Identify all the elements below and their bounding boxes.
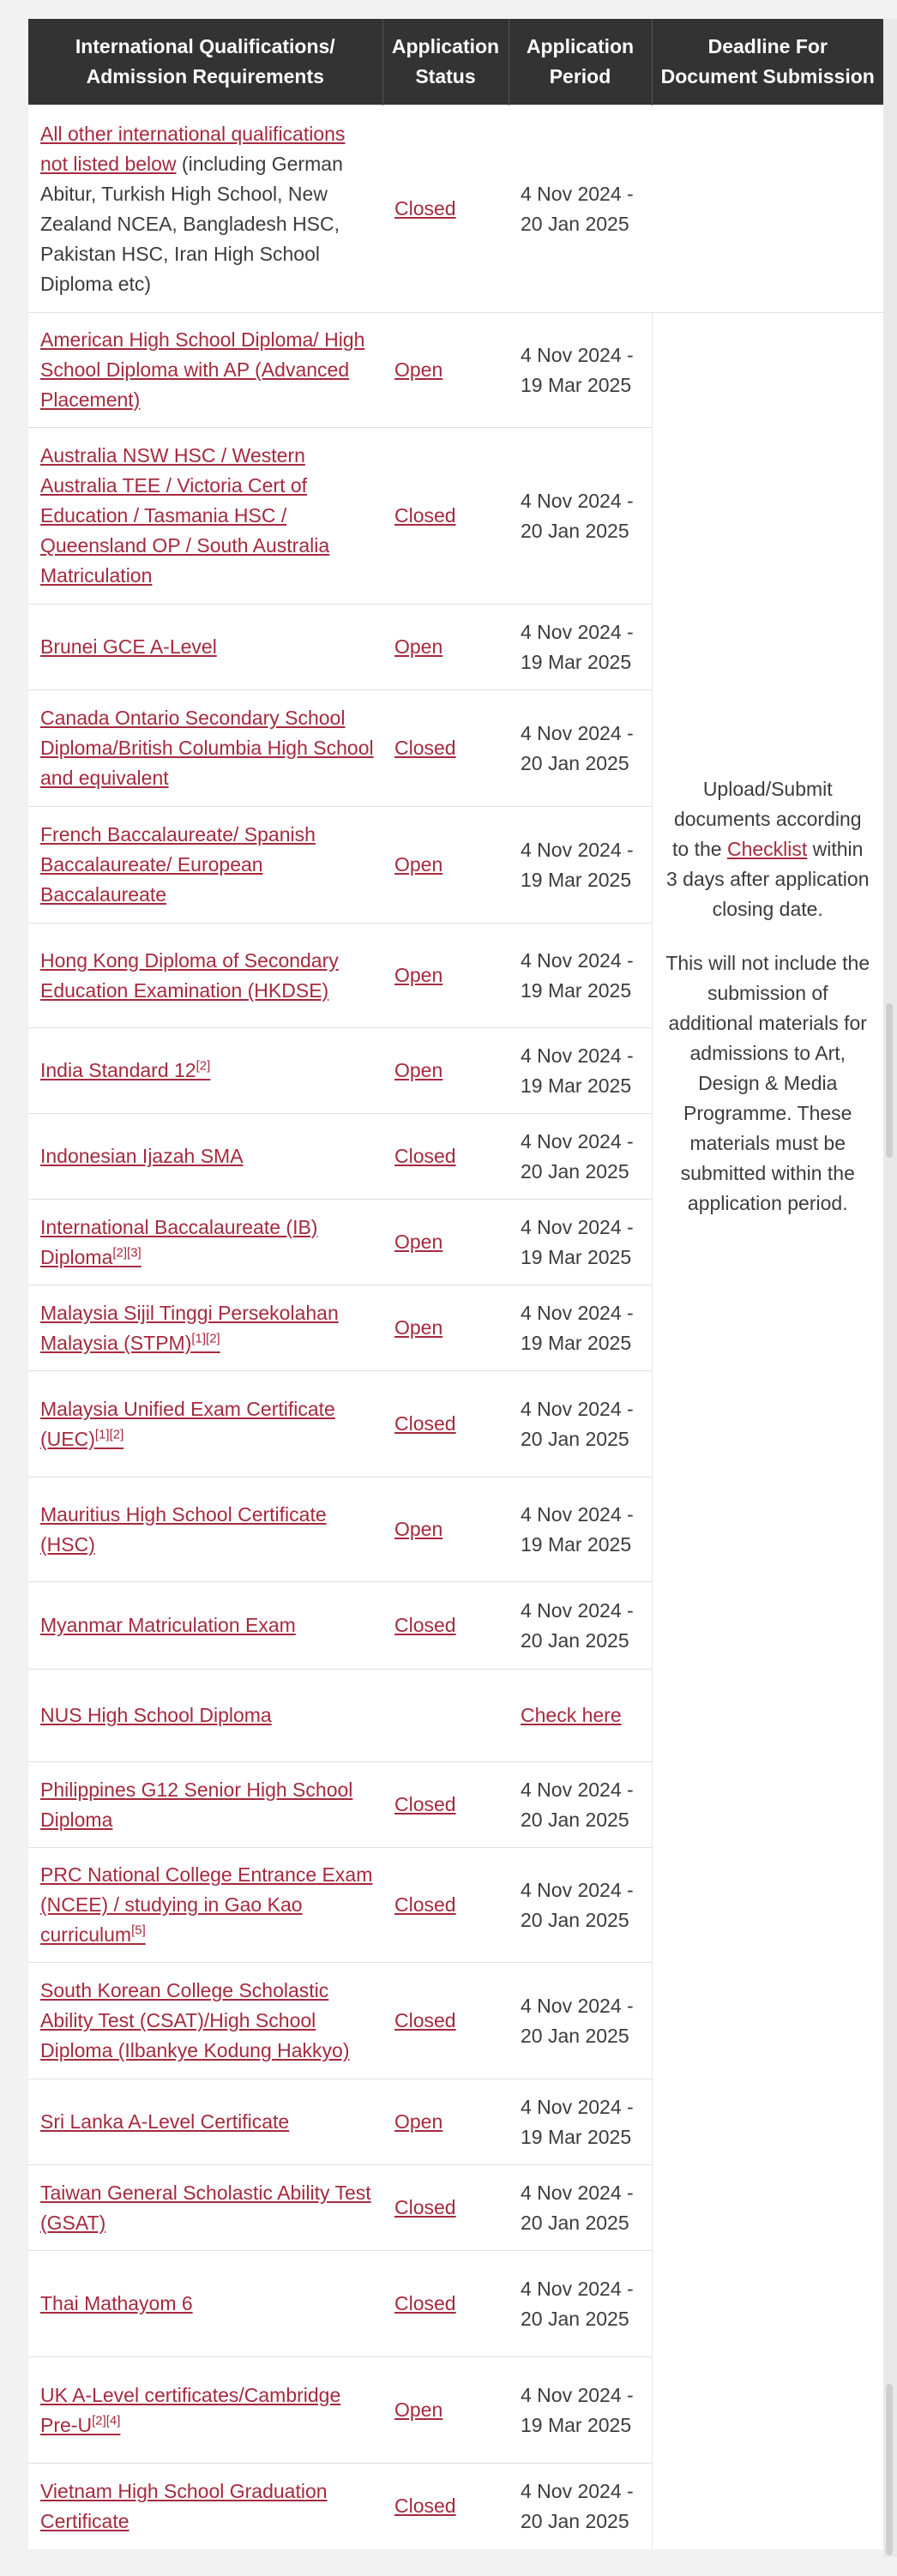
- period-text: 4 Nov 2024 - 20 Jan 2025: [521, 489, 634, 542]
- qualification-link-text[interactable]: Mauritius High School Certificate (HSC): [40, 1502, 327, 1556]
- qualification-cell: [28, 2079, 382, 2165]
- period-cell: [509, 2251, 652, 2357]
- status-link[interactable]: Open: [394, 635, 443, 658]
- qualification-cell: [28, 2357, 382, 2464]
- qualification-link-wrap[interactable]: [40, 635, 217, 658]
- period-cell: [509, 1848, 652, 1963]
- table-row: [28, 313, 883, 428]
- header-status: Application Status: [382, 19, 509, 105]
- qualification-cell: [28, 1670, 382, 1762]
- table-body: [28, 105, 883, 2549]
- status-cell: [382, 1963, 509, 2079]
- period-text: 4 Nov 2024 - 20 Jan 2025: [521, 182, 634, 235]
- status-link[interactable]: Open: [394, 1059, 443, 1081]
- period-text: 4 Nov 2024 - 19 Mar 2025: [521, 620, 634, 673]
- admissions-table: [28, 19, 883, 2549]
- status-cell: [382, 1200, 509, 1285]
- status-link[interactable]: Open: [394, 1231, 443, 1253]
- period-cell: [509, 1285, 652, 1371]
- qualification-cell: [28, 1028, 382, 1114]
- qualification-link-wrap[interactable]: [40, 1216, 317, 1268]
- period-text: 4 Nov 2024 - 20 Jan 2025: [521, 1994, 634, 2047]
- period-cell: [509, 2165, 652, 2251]
- qualification-link-wrap[interactable]: [40, 823, 316, 906]
- deadline-text-before: Upload/Submit documents according to the: [672, 778, 862, 860]
- status-cell: [382, 1114, 509, 1200]
- qualification-cell: [28, 807, 382, 924]
- period-text: 4 Nov 2024 - 20 Jan 2025: [521, 2277, 634, 2330]
- qualification-link-wrap[interactable]: [40, 328, 364, 411]
- status-cell: [382, 605, 509, 690]
- status-link[interactable]: Closed: [394, 1412, 456, 1435]
- status-cell: [382, 428, 509, 605]
- status-link[interactable]: Closed: [394, 2196, 456, 2218]
- period-text: 4 Nov 2024 - 19 Mar 2025: [521, 343, 634, 396]
- period-cell: [509, 807, 652, 924]
- qualification-link-wrap[interactable]: [40, 1614, 296, 1636]
- qualification-cell: [28, 1963, 382, 2079]
- period-text: 4 Nov 2024 - 20 Jan 2025: [521, 1878, 634, 1931]
- status-cell: [382, 1848, 509, 1963]
- footnote-ref[interactable]: [1][2]: [94, 1426, 124, 1441]
- deadline-cell: [652, 313, 883, 2549]
- period-cell: [509, 1114, 652, 1200]
- qualification-cell: [28, 1478, 382, 1582]
- status-link[interactable]: Open: [394, 2398, 443, 2421]
- qualification-link-text[interactable]: UK A-Level certificates/Cambridge Pre-U: [40, 2383, 341, 2436]
- qualification-link-text[interactable]: Canada Ontario Secondary School Diploma/British Columbia High School and equivalent: [40, 707, 374, 789]
- period-cell: [509, 1582, 652, 1670]
- qualification-note: (including German Abitur, Turkish High School, New Zealand NCEA, Bangladesh HSC, Pakistan HSC, Iran High School Diploma etc): [40, 152, 343, 295]
- qualification-link-text[interactable]: Thai Mathayom 6: [40, 2292, 193, 2314]
- status-cell: [382, 924, 509, 1028]
- header-qualification: International Qualifications/ Admission Requirements: [28, 19, 382, 105]
- period-text: 4 Nov 2024 - 20 Jan 2025: [521, 1778, 634, 1831]
- period-cell: [509, 1200, 652, 1285]
- scrollbar-thumb-lower[interactable]: [886, 2384, 893, 2555]
- qualification-cell: [28, 313, 382, 428]
- status-link[interactable]: Closed: [394, 1614, 456, 1636]
- period-cell: [509, 1371, 652, 1478]
- qualification-link-wrap[interactable]: [40, 1704, 272, 1726]
- qualification-link-text[interactable]: Philippines G12 Senior High School Diploma: [40, 1778, 353, 1831]
- period-cell: [509, 924, 652, 1028]
- header-period: Application Period: [509, 19, 652, 105]
- qualification-link-wrap[interactable]: [40, 2292, 193, 2314]
- status-cell: [382, 1371, 509, 1478]
- status-cell: [382, 2357, 509, 2464]
- qualification-cell: [28, 605, 382, 690]
- qualification-link-text[interactable]: Taiwan General Scholastic Ability Test (GSAT): [40, 2181, 371, 2234]
- admissions-table-container: [28, 19, 883, 2549]
- qualification-link-wrap[interactable]: [40, 1979, 350, 2061]
- qualification-link-text[interactable]: American High School Diploma/ High School Diploma with AP (Advanced Placement): [40, 328, 365, 411]
- qualification-link-text[interactable]: Australia NSW HSC / Western Australia TEE / Victoria Cert of Education / Tasmania HSC / Queensland OP / South Australia Matriculation: [40, 444, 330, 587]
- status-link[interactable]: Closed: [394, 1793, 456, 1815]
- header-deadline: Deadline For Document Submission: [652, 19, 883, 105]
- status-cell: [382, 2464, 509, 2549]
- period-text: 4 Nov 2024 - 20 Jan 2025: [521, 2181, 634, 2234]
- qualification-link-text[interactable]: Malaysia Unified Exam Certificate (UEC): [40, 1397, 335, 1450]
- qualification-link-wrap[interactable]: [40, 2182, 371, 2234]
- qualification-cell: [28, 1371, 382, 1478]
- period-cell: [509, 2464, 652, 2549]
- status-cell: [382, 2251, 509, 2357]
- qualification-cell: [28, 1848, 382, 1963]
- table-row: [28, 105, 883, 313]
- footnote-ref[interactable]: [2][4]: [92, 2412, 121, 2428]
- period-text: 4 Nov 2024 - 19 Mar 2025: [521, 1044, 634, 1097]
- qualification-link-wrap[interactable]: [40, 949, 339, 1002]
- qualification-link-text[interactable]: Vietnam High School Graduation Certificate: [40, 2479, 328, 2532]
- status-cell: [382, 2079, 509, 2165]
- scrollbar-thumb[interactable]: [886, 1003, 893, 1158]
- qualification-link-text[interactable]: French Baccalaureate/ Spanish Baccalaureate/ European Baccalaureate: [40, 823, 316, 906]
- status-cell: [382, 1670, 509, 1762]
- qualification-cell: [28, 105, 382, 313]
- qualification-link-text[interactable]: NUS High School Diploma: [40, 1704, 272, 1726]
- deadline-text-after: within 3 days after application closing date.: [665, 838, 870, 920]
- qualification-cell: [28, 924, 382, 1028]
- period-cell: [509, 2357, 652, 2464]
- status-link[interactable]: Closed: [394, 1893, 456, 1916]
- qualification-cell: [28, 1582, 382, 1670]
- spacer: [665, 924, 872, 948]
- status-cell: [382, 1582, 509, 1670]
- qualification-link-text[interactable]: Malaysia Sijil Tinggi Persekolahan Malaysia (STPM): [40, 1301, 339, 1354]
- period-cell: [509, 605, 652, 690]
- period-text: 4 Nov 2024 - 20 Jan 2025: [521, 2479, 634, 2532]
- table-header-row: [28, 19, 883, 105]
- qualification-link-wrap[interactable]: [40, 1145, 244, 1167]
- status-link[interactable]: Open: [394, 853, 443, 876]
- status-cell: [382, 1028, 509, 1114]
- qualification-cell: [28, 428, 382, 605]
- qualification-cell: [28, 2165, 382, 2251]
- qualification-link-text[interactable]: Brunei GCE A-Level: [40, 635, 217, 658]
- qualification-link-wrap[interactable]: [40, 1503, 327, 1556]
- scroll-track[interactable]: [883, 19, 897, 2557]
- period-text: 4 Nov 2024 - 20 Jan 2025: [521, 721, 634, 774]
- period-cell: [509, 690, 652, 807]
- qualification-link-wrap[interactable]: [40, 1398, 335, 1450]
- qualification-link-wrap[interactable]: [40, 1779, 352, 1831]
- status-link[interactable]: Closed: [394, 2009, 456, 2031]
- period-cell: [509, 1478, 652, 1582]
- status-link[interactable]: Closed: [394, 197, 456, 220]
- period-cell: [509, 1762, 652, 1848]
- period-cell: [509, 428, 652, 605]
- status-link[interactable]: Open: [394, 964, 443, 986]
- qualification-link-wrap[interactable]: [40, 1059, 210, 1081]
- footnote-ref[interactable]: [1][2]: [191, 1330, 220, 1345]
- period-text: 4 Nov 2024 - 19 Mar 2025: [521, 1301, 634, 1354]
- period-text: 4 Nov 2024 - 20 Jan 2025: [521, 1598, 634, 1652]
- qualification-link-text[interactable]: International Baccalaureate (IB) Diploma: [40, 1215, 318, 1268]
- period-cell: [509, 1670, 652, 1762]
- deadline-exclusion-note: This will not include the submission of additional materials for admissions to Art, Design & Media Programme. These materials must be submitted within the application period.: [665, 952, 870, 1214]
- qualification-link-text[interactable]: Myanmar Matriculation Exam: [40, 1614, 296, 1636]
- period-cell: [509, 105, 652, 313]
- qualification-cell: [28, 1200, 382, 1285]
- status-link[interactable]: Closed: [394, 504, 456, 527]
- qualification-cell: [28, 690, 382, 807]
- period-text: 4 Nov 2024 - 19 Mar 2025: [521, 2383, 634, 2436]
- qualification-cell: [28, 2251, 382, 2357]
- status-link[interactable]: Closed: [394, 2292, 456, 2314]
- qualification-link-text[interactable]: Hong Kong Diploma of Secondary Education Examination (HKDSE): [40, 948, 339, 1002]
- qualification-link-wrap[interactable]: [40, 2384, 340, 2436]
- status-cell: [382, 1478, 509, 1582]
- period-text: 4 Nov 2024 - 19 Mar 2025: [521, 948, 634, 1002]
- status-link[interactable]: Open: [394, 1518, 443, 1540]
- footnote-ref[interactable]: [2]: [196, 1058, 211, 1074]
- qualification-link-text[interactable]: South Korean College Scholastic Ability Test (CSAT)/High School Diploma (Ilbankye Kodung Hakkyo): [40, 1979, 350, 2061]
- qualification-cell: [28, 2464, 382, 2549]
- status-cell: [382, 313, 509, 428]
- period-text: 4 Nov 2024 - 20 Jan 2025: [521, 1397, 634, 1450]
- check-here-link[interactable]: Check here: [521, 1704, 622, 1726]
- deadline-cell-top: [652, 105, 883, 313]
- qualification-link-wrap[interactable]: [40, 444, 329, 587]
- period-text: 4 Nov 2024 - 19 Mar 2025: [521, 1502, 634, 1556]
- period-text: 4 Nov 2024 - 20 Jan 2025: [521, 1129, 634, 1183]
- qualification-cell: [28, 1762, 382, 1848]
- qualification-link-text[interactable]: PRC National College Entrance Exam (NCEE) / studying in Gao Kao curriculum: [40, 1863, 373, 1946]
- checklist-link[interactable]: Checklist: [726, 838, 808, 860]
- footnote-ref[interactable]: [5]: [131, 1923, 146, 1938]
- period-text: 4 Nov 2024 - 19 Mar 2025: [521, 1215, 634, 1268]
- status-cell: [382, 1285, 509, 1371]
- qualification-link-text[interactable]: Sri Lanka A-Level Certificate: [40, 2110, 290, 2133]
- status-link[interactable]: Open: [394, 2110, 443, 2133]
- status-link[interactable]: Open: [394, 1316, 443, 1339]
- qualification-cell: [28, 1114, 382, 1200]
- qualification-link-wrap[interactable]: [40, 1863, 372, 1946]
- status-cell: [382, 1762, 509, 1848]
- qualification-link-wrap[interactable]: [40, 1302, 339, 1354]
- period-cell: [509, 2079, 652, 2165]
- qualification-link-wrap[interactable]: [40, 2110, 289, 2133]
- period-text: 4 Nov 2024 - 19 Mar 2025: [521, 2095, 634, 2148]
- status-link[interactable]: Closed: [394, 2495, 456, 2518]
- qualification-link-wrap[interactable]: [40, 2480, 328, 2532]
- status-cell: [382, 690, 509, 807]
- qualification-link-wrap[interactable]: [40, 707, 374, 789]
- qualification-link-text[interactable]: India Standard 12: [40, 1059, 196, 1081]
- deadline-text-block: [665, 313, 872, 1219]
- qualification-link-text[interactable]: All other international qualifications not listed below: [40, 122, 346, 175]
- period-cell: [509, 1028, 652, 1114]
- status-link[interactable]: Open: [394, 358, 443, 381]
- period-cell: [509, 1963, 652, 2079]
- qualification-link-text[interactable]: Indonesian Ijazah SMA: [40, 1145, 244, 1167]
- period-text: 4 Nov 2024 - 19 Mar 2025: [521, 838, 634, 891]
- period-cell: [509, 313, 652, 428]
- deadline-instruction: [665, 774, 872, 924]
- footnote-ref[interactable]: [2][3]: [112, 1244, 141, 1260]
- status-cell: [382, 2165, 509, 2251]
- status-cell: [382, 105, 509, 313]
- status-cell: [382, 807, 509, 924]
- qualification-cell: [28, 1285, 382, 1371]
- status-link[interactable]: Closed: [394, 737, 456, 759]
- status-link[interactable]: Closed: [394, 1145, 456, 1167]
